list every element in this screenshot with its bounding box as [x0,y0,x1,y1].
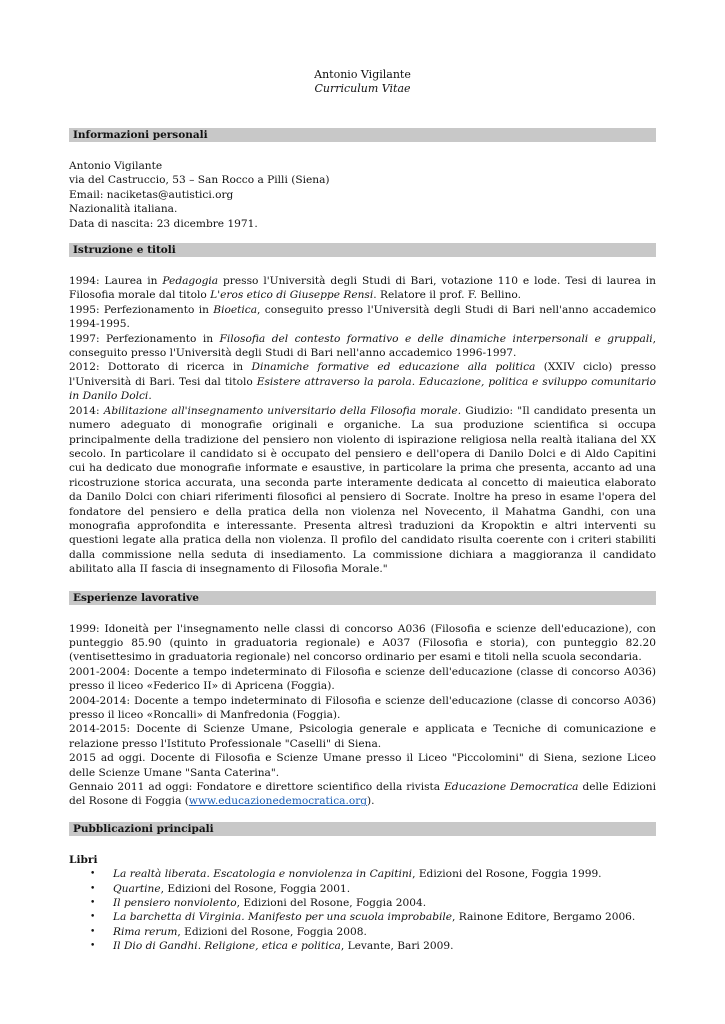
bullet-icon: • [90,898,96,909]
bullet-icon: • [90,926,96,937]
personal-nationality: Nazionalità italiana. [69,203,178,216]
book-item: • Rima rerum, Edizioni del Rosone, Foggia 2008. [90,925,367,938]
books-list [69,867,656,953]
education-list [69,274,656,577]
education-entry-1997: 1997: Perfezionamento in Filosofia del contesto formativo e delle dinamiche interpersonali e gruppali, conseguito presso l'Università degli Studi di Bari nell'anno accademico 1996-1997. [69,332,656,360]
personal-address: via del Castruccio, 53 – San Rocco a Pilli (Siena) [69,174,330,187]
education-entry-1995: 1995: Perfezionamento in Bioetica, conseguito presso l'Università degli Studi di Bari nell'anno accademico 1994-1995. [69,303,656,331]
education-entry-2014: 2014: Abilitazione all'insegnamento universitario della Filosofia morale. Giudizio: "Il candidato presenta un numero adeguato di monografie originali e organiche. La sua produzione scientifica si occupa principalmente della tradizione del pensiero non violento di ispirazione religiosa nella realtà italiana del XX secolo. In particolare il candidato si è occupato del pensiero e dell'opera di Danilo Dolci e di Aldo Capitini cui ha dedicato due monografie informate e esaustive, in particolare la prima che presenta, accanto ad una ricostruzione storica accurata, una seconda parte interamente dedicata al concetto di maieutica elaborato da Danilo Dolci con chiari riferimenti filosofici al pensiero di Socrate. Inoltre ha preso in esame l'opera del fondatore del pensiero e della pratica della non violenza nel Novecento, il Mahatma Gandhi, con una monografia approfondita e interessante. Presenta altresì traduzioni da Kropoktin e altri interventi su questioni legate alla pratica della non violenza. Il profilo del candidato risulta coerente con i criteri stabiliti dalla commissione nella seduta di insediamento. La commissione dichiara a maggioranza il candidato abilitato alla II fascia di insegnamento di Filosofia Morale." [69,404,657,576]
education-entry-1994: 1994: Laurea in Pedagogia presso l'Università degli Studi di Bari, votazione 110 e lode. Tesi di laurea in Filosofia morale dal titolo L'eros etico di Giuseppe Rensi. Relatore il prof. F. Bellino. [69,275,656,302]
personal-name: Antonio Vigilante [69,160,163,172]
work-entry-1999: 1999: Idoneità per l'insegnamento nelle classi di concorso A036 (Filosofia e scienze dell'educazione), con punteggio 85.90 (quinto in graduatoria regionale) e A037 (Filosofia e storia), con punteggio 82.20 (ventisettesimo in graduatoria regionale) nel concorso ordinario per esami e titoli nella scuola secondaria. [69,622,656,664]
cv-page [69,68,656,954]
journal-website-link[interactable]: www.educazionedemocratica.org [188,795,368,808]
author-name: Antonio Vigilante [314,68,411,81]
work-entry-2014: 2014-2015: Docente di Scienze Umane, Psicologia generale e applicata e Tecniche di comunicazione e relazione presso l'Istituto Professionale "Caselli" di Siena. [69,723,656,750]
book-item: • Il pensiero nonviolento, Edizioni del Rosone, Foggia 2004. [90,897,427,910]
bullet-icon: • [90,941,96,952]
section-heading-publications: Pubblicazioni principali [69,822,656,836]
book-item: • La realtà liberata. Escatologia e nonviolenza in Capitini, Edizioni del Rosone, Foggia 1999. [90,868,602,881]
document-header [69,68,656,96]
section-heading-education: Istruzione e titoli [69,243,656,257]
education-entry-2012: 2012: Dottorato di ricerca in Dinamiche formative ed educazione alla politica (XXIV ciclo) presso l'Università di Bari. Tesi dal titolo Esistere attraverso la parola. Educazione, politica e sviluppo comunitario in Danilo Dolci. [69,361,657,403]
work-entry-2004: 2004-2014: Docente a tempo indeterminato di Filosofia e scienze dell'educazione (classe di concorso A036) presso il liceo «Roncalli» di Manfredonia (Foggia). [69,694,656,721]
bullet-icon: • [90,883,96,894]
book-item: • Quartine, Edizioni del Rosone, Foggia 2001. [90,882,351,895]
work-entry-2011: Gennaio 2011 ad oggi: Fondatore e direttore scientifico della rivista Educazione Democratica delle Edizioni del Rosone di Foggia (www.educazionedemocratica.org). [69,781,656,808]
document-subtitle: Curriculum Vitae [314,82,411,95]
bullet-icon: • [90,912,96,923]
personal-email: Email: naciketas@autistici.org [69,188,234,201]
book-item: • La barchetta di Virginia. Manifesto per una scuola improbabile, Rainone Editore, Bergamo 2006. [90,911,636,924]
personal-birthdate: Data di nascita: 23 dicembre 1971. [69,217,258,230]
work-list [69,622,656,809]
books-label: Libri [69,853,98,866]
book-item: • Il Dio di Gandhi. Religione, etica e politica, Levante, Bari 2009. [90,940,454,953]
section-heading-personal: Informazioni personali [69,128,656,142]
work-entry-2015: 2015 ad oggi. Docente di Filosofia e Scienze Umane presso il Liceo "Piccolomini" di Siena, sezione Liceo delle Scienze Umane "Santa Caterina". [69,752,656,779]
bullet-icon: • [90,869,96,880]
personal-info [69,159,656,231]
work-entry-2001: 2001-2004: Docente a tempo indeterminato di Filosofia e scienze dell'educazione (classe di concorso A036) presso il liceo «Federico II» di Apricena (Foggia). [69,665,656,693]
section-heading-work: Esperienze lavorative [69,591,656,605]
